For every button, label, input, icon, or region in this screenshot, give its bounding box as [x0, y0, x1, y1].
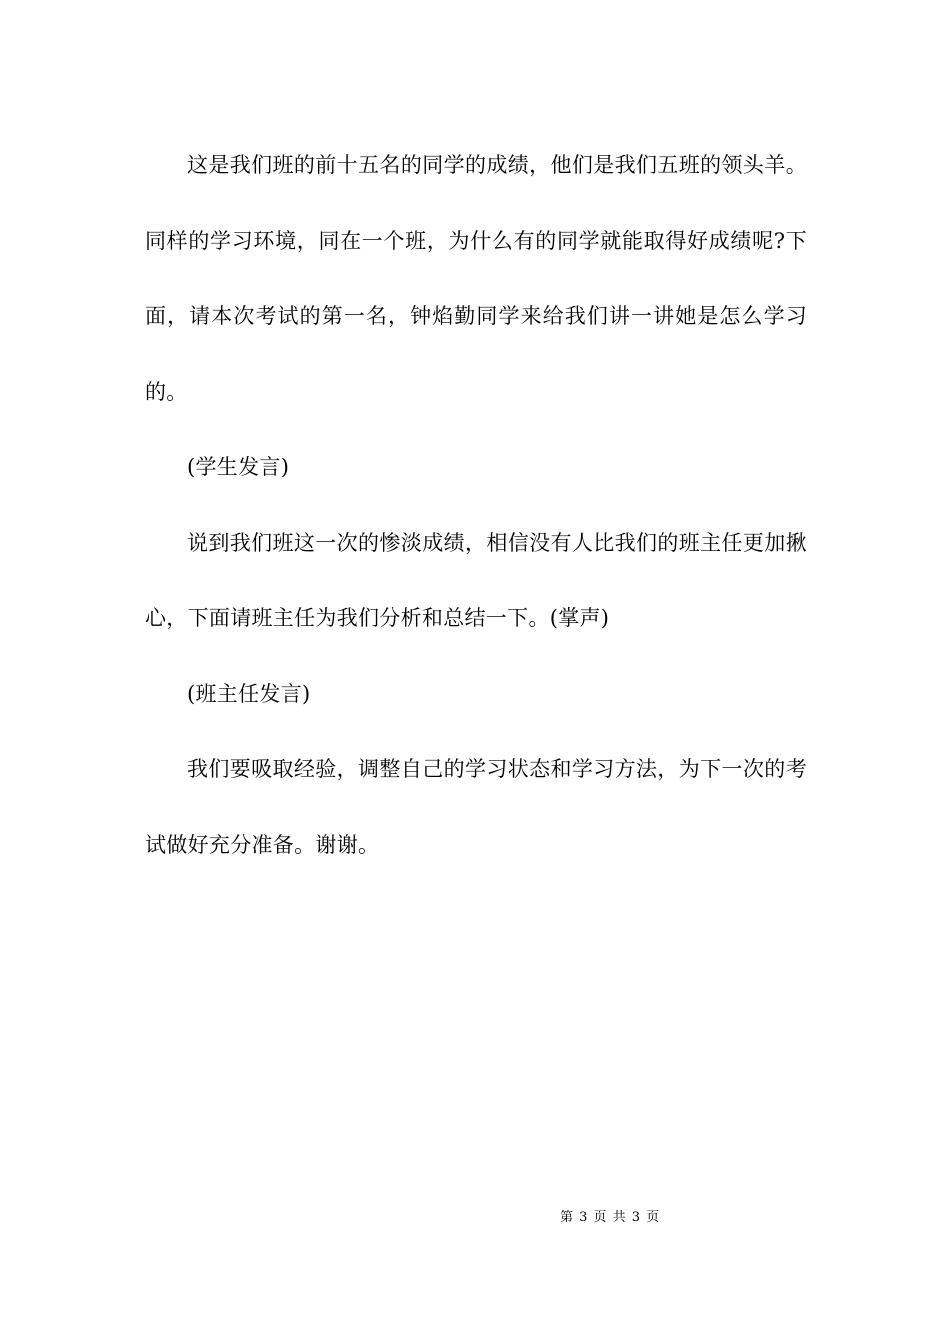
paragraph-top-students: 这是我们班的前十五名的同学的成绩，他们是我们五班的领头羊。同样的学习环境，同在一个班，为什么有的同学就能取得好成绩呢?下面，请本次考试的第一名，钟焰勤同学来给我们讲一讲她是怎么学习的。 — [145, 153, 807, 404]
paragraph-closing: 我们要吸取经验，调整自己的学习状态和学习方法，为下一次的考试做好充分准备。谢谢。 — [145, 757, 807, 857]
page-number-footer: 第 3 页 共 3 页 — [560, 1210, 661, 1225]
paragraph-class-results: 说到我们班这一次的惨淡成绩，相信没有人比我们的班主任更加揪心，下面请班主任为我们分析和总结一下。(掌声) — [145, 530, 807, 630]
document-body — [145, 128, 807, 883]
paragraph-teacher-speech: (班主任发言) — [187, 681, 311, 706]
paragraph-student-speech: (学生发言) — [187, 455, 290, 479]
